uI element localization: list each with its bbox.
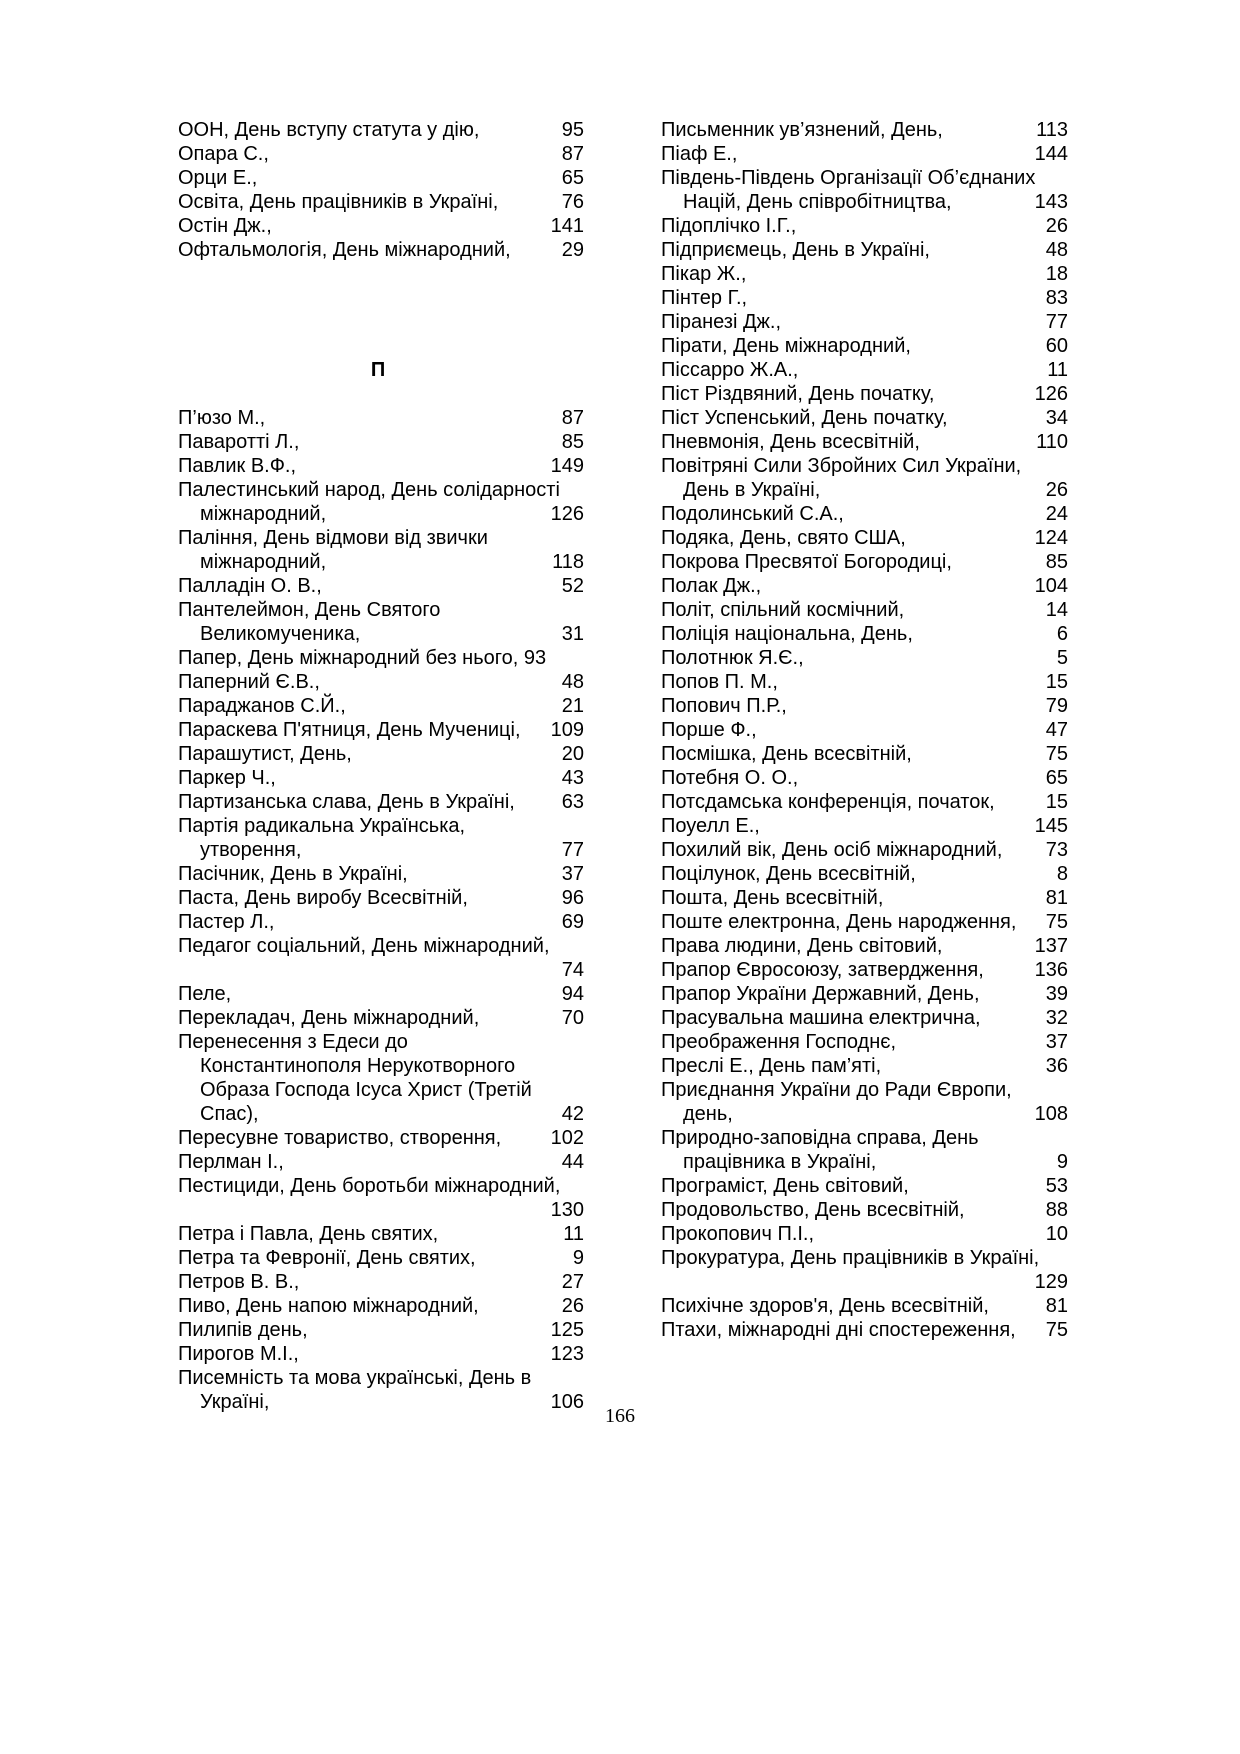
entry-page: 95 (561, 119, 584, 141)
index-entry (661, 526, 1068, 550)
entry-term: Порше Ф., (661, 719, 757, 741)
index-entry (661, 334, 1068, 358)
entry-page: 130 (550, 1199, 584, 1221)
entry-term-continuation: міжнародний, (200, 503, 327, 525)
entry-page: 126 (550, 503, 584, 525)
entry-term: Петра і Павла, День святих, (178, 1223, 439, 1245)
index-entry (178, 1126, 584, 1150)
entry-term: Пінтер Г., (661, 287, 748, 309)
entry-page: 32 (1045, 1007, 1068, 1029)
entry-page: 34 (1045, 407, 1068, 429)
entry-term: Параджанов С.Й., (178, 695, 346, 717)
entry-term: Подяка, День, свято США, (661, 527, 906, 549)
index-entry (178, 1006, 584, 1030)
entry-term: Параскева П'ятниця, День Мучениці, (178, 719, 521, 741)
entry-term: Психічне здоров'я, День всесвітній, (661, 1295, 989, 1317)
index-entry (661, 502, 1068, 526)
index-entry (661, 358, 1068, 382)
entry-term: Піссарро Ж.А., (661, 359, 799, 381)
entry-page: 125 (550, 1319, 584, 1341)
entry-page: 9 (1056, 1151, 1068, 1173)
entry-term: Пікар Ж., (661, 263, 747, 285)
index-entry (661, 814, 1068, 838)
entry-term: Преслі Е., День пам’яті, (661, 1055, 882, 1077)
entry-term-continuation: день, (683, 1103, 733, 1125)
entry-term: Паста, День виробу Всесвітній, (178, 887, 468, 909)
entry-page: 15 (1045, 671, 1068, 693)
entry-page: 11 (563, 1223, 584, 1245)
entry-term: Паваротті Л., (178, 431, 300, 453)
index-entry (178, 790, 584, 814)
index-entry (178, 862, 584, 886)
entry-page: 37 (561, 863, 584, 885)
index-entry (661, 430, 1068, 454)
entry-term: Перекладач, День міжнародний, (178, 1007, 480, 1029)
index-entry (661, 406, 1068, 430)
entry-term-continuation: Націй, День співробітництва, (683, 191, 952, 213)
index-entry (178, 406, 584, 430)
entry-term: Паркер Ч., (178, 767, 276, 789)
entry-page: 65 (1045, 767, 1068, 789)
index-entry (178, 118, 584, 142)
entry-term: Прапор Євросоюзу, затвердження, (661, 959, 984, 981)
entry-page: 129 (1034, 1271, 1068, 1293)
entry-term: Пеле, (178, 983, 232, 1005)
index-entry (178, 454, 584, 478)
entry-term: Партія радикальна Українська, (178, 815, 466, 837)
entry-page-line (178, 958, 584, 982)
entry-page: 27 (561, 1271, 584, 1293)
index-entry (661, 1246, 1068, 1294)
left-entries (178, 406, 584, 1414)
entry-page: 8 (1056, 863, 1068, 885)
entry-term: Парашутист, День, (178, 743, 352, 765)
index-entry (661, 958, 1068, 982)
index-entry (661, 262, 1068, 286)
entry-page: 126 (1034, 383, 1068, 405)
entry-term: Посмішка, День всесвітній, (661, 743, 912, 765)
entry-term: Пестициди, День боротьби міжнародний, (178, 1175, 561, 1197)
entry-term: Паління, День відмови від звички (178, 527, 488, 549)
entry-term: Підоплічко І.Г., (661, 215, 797, 237)
entry-page: 87 (561, 407, 584, 429)
index-entry (178, 574, 584, 598)
entry-page: 70 (561, 1007, 584, 1029)
entry-term: Прапор України Державний, День, (661, 983, 980, 1005)
entry-term-continuation: Великомученика, (200, 623, 361, 645)
left-top-entries (178, 118, 584, 262)
index-entry (661, 1126, 1068, 1174)
entry-term: Прокуратура, День працівників в Україні, (661, 1247, 1040, 1269)
entry-term-continuation: Україні, (200, 1391, 270, 1413)
entry-page: 141 (550, 215, 584, 237)
index-entry (661, 598, 1068, 622)
entry-term: Пирогов М.І., (178, 1343, 299, 1365)
entry-page: 118 (552, 551, 584, 573)
index-entry (661, 1174, 1068, 1198)
entry-term: ООН, День вступу статута у дію, (178, 119, 480, 141)
index-entry (178, 598, 584, 646)
index-entry (178, 190, 584, 214)
entry-page-line (661, 1270, 1068, 1294)
entry-page: 77 (1045, 311, 1068, 333)
entry-term: Поуелл Е., (661, 815, 760, 837)
entry-term: Прасувальна машина електрична, (661, 1007, 981, 1029)
entry-page: 10 (1045, 1223, 1068, 1245)
entry-term: Прокопович П.І., (661, 1223, 815, 1245)
entry-term: Освіта, День працівників в Україні, (178, 191, 499, 213)
entry-term: Педагог соціальний, День міжнародний, (178, 935, 550, 957)
entry-page: 76 (561, 191, 584, 213)
entry-page: 47 (1045, 719, 1068, 741)
entry-page: 85 (561, 431, 584, 453)
entry-term: Подолинський С.А., (661, 503, 844, 525)
entry-term: Писемність та мова українські, День в (178, 1367, 532, 1389)
index-entry (661, 790, 1068, 814)
index-entry (661, 1294, 1068, 1318)
entry-term: Петра та Февронії, День святих, (178, 1247, 476, 1269)
index-entry (178, 1030, 584, 1126)
entry-page: 79 (1045, 695, 1068, 717)
entry-page: 77 (561, 839, 584, 861)
index-entry (178, 646, 584, 670)
index-entry (661, 1198, 1068, 1222)
entry-page: 94 (561, 983, 584, 1005)
entry-page: 21 (561, 695, 584, 717)
entry-page: 53 (1045, 1175, 1068, 1197)
entry-term: Пиво, День напою міжнародний, (178, 1295, 479, 1317)
entry-page: 124 (1034, 527, 1068, 549)
index-entry (178, 1246, 584, 1270)
entry-term: Поште електронна, День народження, (661, 911, 1017, 933)
entry-page: 15 (1045, 791, 1068, 813)
entry-page: 9 (572, 1247, 584, 1269)
index-entry (178, 430, 584, 454)
entry-page: 48 (1045, 239, 1068, 261)
entry-term: Петров В. В., (178, 1271, 300, 1293)
entry-page: 14 (1045, 599, 1068, 621)
index-entry (661, 886, 1068, 910)
index-entry (178, 1150, 584, 1174)
index-entry (178, 934, 584, 982)
entry-page: 88 (1045, 1199, 1068, 1221)
index-entry (661, 910, 1068, 934)
index-entry (661, 454, 1068, 502)
entry-term: Палестинський народ, День солідарності (178, 479, 560, 501)
left-column (178, 118, 584, 1414)
entry-page: 26 (561, 1295, 584, 1317)
index-entry (661, 382, 1068, 406)
entry-page: 63 (561, 791, 584, 813)
entry-page: 75 (1045, 911, 1068, 933)
entry-page: 69 (561, 911, 584, 933)
page-number: 166 (605, 1405, 635, 1427)
entry-page: 106 (550, 1391, 584, 1413)
entry-term: Пастер Л., (178, 911, 275, 933)
entry-page: 83 (1045, 287, 1068, 309)
entry-term-continuation: Образа Господа Ісуса Христ (Третій (200, 1079, 532, 1101)
entry-term: Південь-Південь Організації Об’єднаних (661, 167, 1036, 189)
index-entry (661, 742, 1068, 766)
section-gap (178, 262, 584, 358)
index-entry (178, 238, 584, 262)
entry-page: 65 (561, 167, 584, 189)
index-entry (661, 238, 1068, 262)
index-entry (661, 310, 1068, 334)
index-entry (661, 1078, 1068, 1126)
entry-page: 81 (1045, 887, 1068, 909)
section-letter: П (370, 359, 386, 381)
entry-page: 11 (1047, 359, 1068, 381)
index-entry (661, 1030, 1068, 1054)
entry-page: 44 (561, 1151, 584, 1173)
entry-term: П’юзо М., (178, 407, 266, 429)
index-entry (178, 526, 584, 574)
entry-page: 81 (1045, 1295, 1068, 1317)
index-entry (661, 622, 1068, 646)
entry-term: Програміст, День світовий, (661, 1175, 909, 1197)
entry-term: Приєднання України до Ради Європи, (661, 1079, 1012, 1101)
index-entry (178, 742, 584, 766)
index-entry (178, 766, 584, 790)
entry-term: Політ, спільний космічний, (661, 599, 905, 621)
entry-page: 52 (561, 575, 584, 597)
index-entry (661, 982, 1068, 1006)
index-entry (661, 838, 1068, 862)
entry-term: Попов П. М., (661, 671, 778, 693)
index-entry (178, 718, 584, 742)
entry-page: 137 (1034, 935, 1068, 957)
entry-term-continuation: працівника в Україні, (683, 1151, 877, 1173)
entry-term: Преображення Господнє, (661, 1031, 897, 1053)
index-entry (178, 1318, 584, 1342)
entry-term: Орци Е., (178, 167, 258, 189)
entry-page: 85 (1045, 551, 1068, 573)
index-entry (661, 766, 1068, 790)
index-entry (661, 670, 1068, 694)
entry-page: 26 (1045, 479, 1068, 501)
entry-term: Письменник ув’язнений, День, (661, 119, 943, 141)
index-entry (661, 574, 1068, 598)
entry-term: Піст Успенський, День початку, (661, 407, 948, 429)
entry-term: Підприємець, День в Україні, (661, 239, 930, 261)
entry-term: Пилипів день, (178, 1319, 308, 1341)
entry-term: Пересувне товариство, створення, (178, 1127, 502, 1149)
entry-term: Перенесення з Едеси до (178, 1031, 408, 1053)
entry-page: 73 (1045, 839, 1068, 861)
entry-term-continuation: Константинополя Нерукотворного (200, 1055, 516, 1077)
entry-page: 149 (550, 455, 584, 477)
index-entry (661, 142, 1068, 166)
entry-page: 24 (1045, 503, 1068, 525)
entry-page: 145 (1034, 815, 1068, 837)
entry-page: 29 (561, 239, 584, 261)
index-entry (661, 646, 1068, 670)
entry-term: Потсдамська конференція, початок, (661, 791, 995, 813)
entry-page: 42 (561, 1103, 584, 1125)
entry-term: Права людини, День світовий, (661, 935, 943, 957)
index-entry (178, 910, 584, 934)
entry-term: Покрова Пресвятої Богородиці, (661, 551, 952, 573)
entry-term: Пантелеймон, День Святого (178, 599, 441, 621)
entry-term: Природно-заповідна справа, День (661, 1127, 979, 1149)
entry-page: 5 (1056, 647, 1068, 669)
entry-page: 74 (561, 959, 584, 981)
entry-term: Піаф Е., (661, 143, 738, 165)
entry-term-continuation: міжнародний, (200, 551, 327, 573)
entry-term: Остін Дж., (178, 215, 272, 237)
index-entry (661, 718, 1068, 742)
entry-page: 20 (561, 743, 584, 765)
index-entry (661, 550, 1068, 574)
entry-page: 39 (1045, 983, 1068, 1005)
entry-term: Піст Різдвяний, День початку, (661, 383, 935, 405)
entry-term: Палладін О. В., (178, 575, 322, 597)
entry-page: 87 (561, 143, 584, 165)
index-entry (661, 862, 1068, 886)
index-entry (178, 478, 584, 526)
entry-page: 96 (561, 887, 584, 909)
index-entry (661, 1222, 1068, 1246)
entry-term: Поцілунок, День всесвітній, (661, 863, 916, 885)
index-entry (178, 814, 584, 862)
entry-page: 36 (1045, 1055, 1068, 1077)
entry-term: Продовольство, День всесвітній, (661, 1199, 965, 1221)
entry-term: Пневмонія, День всесвітній, (661, 431, 920, 453)
index-entry (661, 214, 1068, 238)
index-entry (178, 1174, 584, 1222)
entry-page: 108 (1034, 1103, 1068, 1125)
index-entry (178, 1342, 584, 1366)
entry-page: 102 (550, 1127, 584, 1149)
entry-term: Повітряні Сили Збройних Сил України, (661, 455, 1022, 477)
entry-term: Полак Дж., (661, 575, 762, 597)
entry-page: 104 (1034, 575, 1068, 597)
section-letter-gap (178, 382, 584, 406)
entry-page: 136 (1034, 959, 1068, 981)
index-entry (661, 1318, 1068, 1342)
entry-term-continuation: утворення, (200, 839, 302, 861)
entry-term: Піранезі Дж., (661, 311, 781, 333)
index-entry (178, 1294, 584, 1318)
entry-term-continuation: Спас), (200, 1103, 259, 1125)
entry-term: Пошта, День всесвітній, (661, 887, 884, 909)
entry-term: Пасічник, День в Україні, (178, 863, 408, 885)
index-entry (661, 166, 1068, 214)
entry-term: Потебня О. О., (661, 767, 799, 789)
index-entry (661, 1006, 1068, 1030)
entry-page: 144 (1034, 143, 1068, 165)
entry-page: 75 (1045, 1319, 1068, 1341)
entry-term: Павлик В.Ф., (178, 455, 297, 477)
entry-term: Поліція національна, День, (661, 623, 913, 645)
entry-page: 123 (550, 1343, 584, 1365)
entry-term: Паперний Є.В., (178, 671, 320, 693)
entry-term: Похилий вік, День осіб міжнародний, (661, 839, 1003, 861)
entry-page: 43 (561, 767, 584, 789)
entry-page: 60 (1045, 335, 1068, 357)
index-entry (661, 286, 1068, 310)
index-entry (661, 694, 1068, 718)
index-entry (178, 214, 584, 238)
index-entry (661, 934, 1068, 958)
entry-page: 26 (1045, 215, 1068, 237)
index-entry (661, 118, 1068, 142)
index-entry (178, 1222, 584, 1246)
entry-page: 31 (561, 623, 584, 645)
entry-page-line (178, 1198, 584, 1222)
index-entry (178, 166, 584, 190)
entry-page: 6 (1056, 623, 1068, 645)
entry-term: Перлман І., (178, 1151, 284, 1173)
entry-term: Опара С., (178, 143, 269, 165)
index-entry (178, 982, 584, 1006)
index-entry (178, 670, 584, 694)
entry-page: 143 (1034, 191, 1068, 213)
right-entries (661, 118, 1068, 1342)
index-entry (178, 886, 584, 910)
entry-page: 113 (1036, 119, 1068, 141)
entry-term: Пірати, День міжнародний, (661, 335, 911, 357)
entry-page: 109 (550, 719, 584, 741)
entry-term-continuation: День в Україні, (683, 479, 821, 501)
entry-page: 75 (1045, 743, 1068, 765)
entry-page: 37 (1045, 1031, 1068, 1053)
entry-term: Полотнюк Я.Є., (661, 647, 804, 669)
right-column (661, 118, 1068, 1342)
index-entry (661, 1054, 1068, 1078)
entry-page: 110 (1036, 431, 1068, 453)
entry-page: 48 (561, 671, 584, 693)
index-entry (178, 694, 584, 718)
entry-term: Офтальмологія, День міжнародний, (178, 239, 511, 261)
index-entry (178, 1270, 584, 1294)
index-entry (178, 142, 584, 166)
entry-page: 18 (1045, 263, 1068, 285)
entry-term: Папер, День міжнародний без нього, 93 (178, 647, 547, 669)
entry-term: Попович П.Р., (661, 695, 787, 717)
entry-term: Партизанська слава, День в Україні, (178, 791, 515, 813)
entry-term: Птахи, міжнародні дні спостереження, (661, 1319, 1016, 1341)
